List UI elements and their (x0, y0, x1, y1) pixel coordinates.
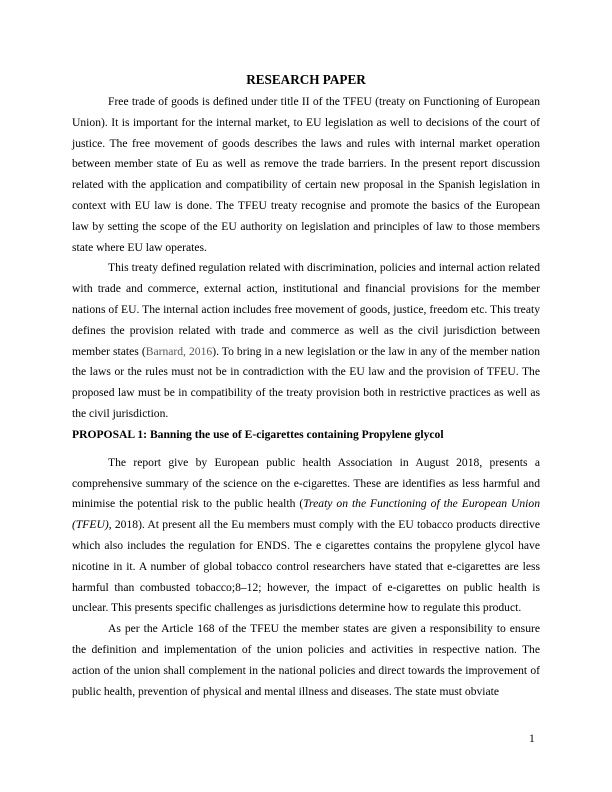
citation-barnard: Barnard, 2016 (145, 344, 213, 358)
intro-paragraph-2-text-a: This treaty defined regulation related with discrimination, policies and internal action related with trade and commerce, external action, institutional and financial provisions for the member nations of EU. The internal action includes free movement of goods, justice, freedom etc. This treaty defines the provision related with trade and commerce as well as the civil jurisdiction between member states ( (72, 261, 540, 358)
citation-tfeu-year: , 2018 (108, 518, 139, 532)
intro-paragraph-2-text-b: ). To bring in a new legislation or the law in any of the member nation the laws or the rules must not be in contradiction with the EU law and the provision of TFEU. The proposed law must be in compatibility of the treaty provision both in restrictive practices as well as the civil jurisdiction. (72, 344, 540, 420)
intro-paragraph-2 (72, 258, 540, 424)
page-number: 1 (529, 732, 535, 745)
proposal-1-paragraph-1-text-a: The report give by European public health Association in August 2018, presents a comprehensive summary of the science on the e-cigarettes. These are identifies as less harmful and minimise the potential risk to the public health ( (72, 455, 540, 511)
citation-tfeu: Treaty on the Functioning of the European Union (TFEU) (72, 497, 540, 532)
page-title: RESEARCH PAPER (246, 72, 366, 87)
proposal-1-heading: PROPOSAL 1: Banning the use of E-cigarettes containing Propylene glycol (72, 427, 444, 441)
proposal-1-paragraph-1 (72, 453, 540, 619)
proposal-1-paragraph-1-text-b: ). At present all the Eu members must comply with the EU tobacco products directive which also includes the regulation for ENDS. The e cigarettes contains the propylene glycol have nicotine in it. A number of global tobacco control researchers have stated that e-cigarettes are less harmful than combusted tobacco;8–12; however, the impact of e-cigarettes on public health is unclear. This presents specific challenges as jurisdictions determine how to regulate this product. (72, 518, 541, 615)
intro-paragraph-1: Free trade of goods is defined under title II of the TFEU (treaty on Functioning of European Union). It is important for the internal market, to EU legislation as well to decisions of the court of justice. The free movement of goods describes the laws and rules with internal market operation between member state of Eu as well as remove the trade barriers. In the present report discussion related with the application and compatibility of certain new proposal in the Spanish legislation in context with EU law is done. The TFEU treaty recognise and promote the basics of the European law by setting the scope of the EU authority on legislation and principles of law to those members state where EU law operates. (72, 95, 540, 254)
proposal-1-paragraph-2: As per the Article 168 of the TFEU the member states are given a responsibility to ensure the definition and implementation of the union policies and activities in respective nation. The action of the union shall complement in the national policies and direct towards the improvement of public health, prevention of physical and mental illness and diseases. The state must obviate (72, 622, 540, 698)
page-content (72, 70, 540, 702)
